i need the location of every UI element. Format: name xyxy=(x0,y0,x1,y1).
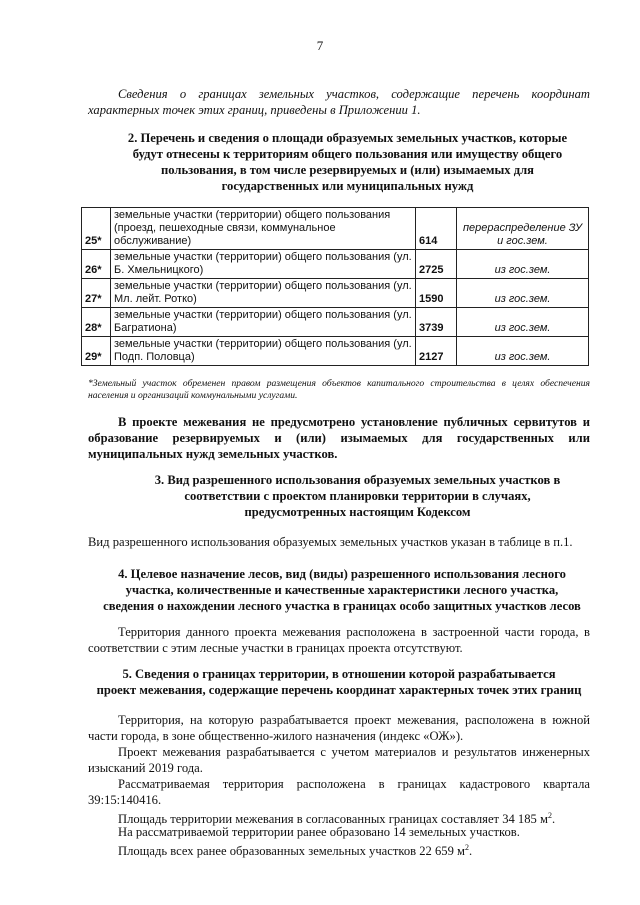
plot-area: 3739 xyxy=(416,308,457,337)
plot-number: 27* xyxy=(82,279,111,308)
table-row xyxy=(82,250,589,279)
plot-number: 26* xyxy=(82,250,111,279)
plot-description: земельные участки (территории) общего пользования (ул. Б. Хмельницкого) xyxy=(111,250,416,279)
section-2-heading-line: государственных или муниципальных нужд xyxy=(221,179,474,193)
section-3-body: Вид разрешенного использования образуемых земельных участков указан в таблице в п.1. xyxy=(88,535,573,549)
section-3-heading xyxy=(130,472,585,520)
plot-description: земельные участки (территории) общего пользования (ул. Багратиона) xyxy=(111,308,416,337)
section-5-heading-line: проект межевания, содержащие перечень координат характерных точек этих границ xyxy=(96,683,582,697)
plot-area: 614 xyxy=(416,208,457,250)
plot-note: из гос.зем. xyxy=(457,337,589,366)
plot-note: из гос.зем. xyxy=(457,308,589,337)
section-5-heading xyxy=(88,666,590,698)
section-5-paragraph-1: Территория, на которую разрабатывается проект межевания, расположена в южной части города, в зоне общественно-жилого назначения (индекс «ОЖ»). xyxy=(88,713,590,743)
plot-number: 28* xyxy=(82,308,111,337)
formed-area-text: Площадь всех ранее образованных земельных участков 22 659 м xyxy=(118,844,465,859)
area-unit-superscript: 2 xyxy=(464,843,469,852)
table-row xyxy=(82,208,589,250)
section-4-body: Территория данного проекта межевания расположена в застроенной части города, в соответствии с этим лесные участки в границах проекта отсутствуют. xyxy=(88,625,590,655)
table-row xyxy=(82,279,589,308)
section-2-heading-line: будут отнесены к территориям общего пользования или имуществу общего xyxy=(132,147,563,161)
section-5-paragraph-6 xyxy=(88,840,590,859)
section-2-heading-line: пользования, в том числе резервируемых и (или) изымаемых для xyxy=(161,163,534,177)
section-5-paragraph-3: Рассматриваемая территория расположена в границах кадастрового квартала xyxy=(118,777,590,791)
table-row xyxy=(82,337,589,366)
sentence-end: . xyxy=(551,812,556,827)
plot-number: 25* xyxy=(82,208,111,250)
plot-note: перераспределение ЗУ и гос.зем. xyxy=(457,208,589,250)
section-4-heading xyxy=(88,566,596,614)
plot-note: из гос.зем. xyxy=(457,279,589,308)
area-unit-superscript: 2 xyxy=(547,811,552,820)
sentence-end: . xyxy=(468,844,473,859)
section-4-heading-line: 4. Целевое назначение лесов, вид (виды) разрешенного использования лесного xyxy=(118,567,566,581)
plot-description: земельные участки (территории) общего пользования (ул. Мл. лейт. Ротко) xyxy=(111,279,416,308)
section-3-heading-line: 3. Вид разрешенного использования образуемых земельных участков в xyxy=(154,473,561,487)
section-5-paragraph-2: Проект межевания разрабатывается с учетом материалов и результатов инженерных изысканий 2019 года. xyxy=(88,745,590,775)
plot-area: 2725 xyxy=(416,250,457,279)
plot-number: 29* xyxy=(82,337,111,366)
section-5-paragraph-5: На рассматриваемой территории ранее образовано 14 земельных участков. xyxy=(118,825,520,839)
plot-area: 2127 xyxy=(416,337,457,366)
plot-area: 1590 xyxy=(416,279,457,308)
plot-description: земельные участки (территории) общего пользования (ул. Подп. Половца) xyxy=(111,337,416,366)
section-3-heading-line: соответствии с проектом планировки территории в случаях, xyxy=(184,489,531,503)
page-number: 7 xyxy=(316,38,324,53)
section-2-heading-line: 2. Перечень и сведения о площади образуемых земельных участков, которые xyxy=(127,131,568,145)
intro-paragraph: Сведения о границах земельных участков, содержащие перечень координат характерных точек этих границ, приведены в Приложении 1. xyxy=(88,87,590,117)
plot-note: из гос.зем. xyxy=(457,250,589,279)
section-3-heading-line: предусмотренных настоящим Кодексом xyxy=(244,505,471,519)
total-area-text: Площадь территории межевания в согласованных границах составляет 34 185 м xyxy=(118,812,548,827)
land-plots-table xyxy=(81,207,589,366)
section-5-heading-line: 5. Сведения о границах территории, в отношении которой разрабатывается xyxy=(122,667,556,681)
section-2-heading xyxy=(110,130,585,194)
table-footnote: *Земельный участок обременен правом размещения объектов капитального строительства в целях обеспечения населения и организаций коммунальными услугами. xyxy=(88,378,590,401)
cadastral-quarter-number: 39:15:140416. xyxy=(88,793,162,807)
plot-description: земельные участки (территории) общего пользования (проезд, пешеходные связи, коммунальное обслуживание) xyxy=(111,208,416,250)
servitude-note: В проекте межевания не предусмотрено установление публичных сервитутов и образование резервируемых и (или) изымаемых для государственных или муниципальных нужд земельных участков. xyxy=(88,415,590,461)
table-row xyxy=(82,308,589,337)
section-4-heading-line: участка, количественные и качественные характеристики лесного участка, xyxy=(125,583,559,597)
section-4-heading-line: сведения о нахождении лесного участка в границах особо защитных участков лесов xyxy=(103,599,581,613)
